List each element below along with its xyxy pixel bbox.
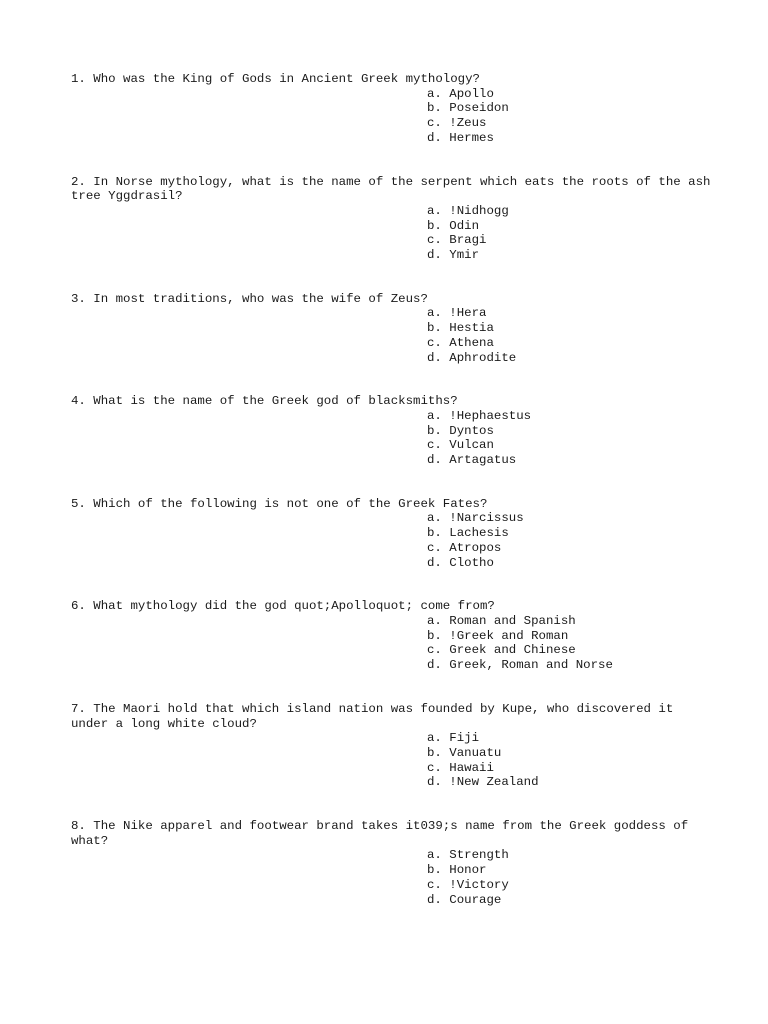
answer-option-a: a. !Hera	[427, 306, 487, 321]
answer-option-a: a. Apollo	[427, 86, 494, 101]
answer-option-d: d. Courage	[427, 892, 502, 907]
answer-options	[71, 731, 711, 790]
answer-option-a: a. Roman and Spanish	[427, 613, 576, 628]
answer-option-d: d. Ymir	[427, 248, 480, 263]
answer-option-b: b. Odin	[427, 218, 480, 233]
question-7	[71, 702, 711, 790]
answer-option-b: b. Honor	[427, 863, 487, 878]
answer-option-c: c. Bragi	[427, 233, 487, 248]
answer-options	[71, 409, 711, 468]
answer-option-a: a. Strength	[427, 848, 509, 863]
answer-option-b: b. !Greek and Roman	[427, 628, 569, 643]
answer-options	[71, 306, 711, 365]
answer-option-a: a. !Narcissus	[427, 511, 524, 526]
answer-option-d: d. Hermes	[427, 130, 494, 145]
question-text: 7. The Maori hold that which island nation was founded by Kupe, who discovered it under a long white cloud?	[71, 701, 681, 731]
answer-option-c: c. Vulcan	[427, 438, 494, 453]
question-8	[71, 819, 711, 907]
question-3	[71, 292, 711, 366]
answer-option-c: c. !Zeus	[427, 116, 487, 131]
question-5	[71, 497, 711, 571]
answer-option-b: b. Lachesis	[427, 526, 509, 541]
question-2	[71, 174, 718, 263]
answer-option-d: d. Artagatus	[427, 453, 517, 468]
answer-option-c: c. Hawaii	[427, 760, 494, 775]
answer-option-d: d. Clotho	[427, 555, 494, 570]
answer-option-c: c. !Victory	[427, 877, 509, 892]
question-text: 3. In most traditions, who was the wife of Zeus?	[71, 291, 428, 306]
quiz-document	[71, 72, 718, 936]
question-6	[71, 599, 711, 673]
question-text: 8. The Nike apparel and footwear brand takes it039;s name from the Greek goddess of what?	[71, 819, 696, 848]
question-1	[71, 72, 711, 146]
answer-options	[71, 614, 711, 673]
answer-option-c: c. Greek and Chinese	[427, 643, 576, 658]
question-text: 1. Who was the King of Gods in Ancient Greek mythology?	[71, 72, 480, 86]
answer-options	[71, 511, 711, 570]
answer-options	[71, 204, 711, 263]
answer-option-b: b. Vanuatu	[427, 745, 502, 760]
answer-option-b: b. Hestia	[427, 321, 494, 336]
answer-option-c: c. Atropos	[427, 540, 502, 555]
answer-option-a: a. !Nidhogg	[427, 203, 509, 218]
answer-option-d: d. Aphrodite	[427, 350, 517, 365]
answer-option-c: c. Athena	[427, 335, 494, 350]
question-text: 6. What mythology did the god quot;Apolloquot; come from?	[71, 599, 495, 614]
answer-option-d: d. !New Zealand	[427, 775, 539, 790]
answer-option-a: a. !Hephaestus	[427, 408, 532, 423]
question-text: 5. Which of the following is not one of the Greek Fates?	[71, 496, 488, 511]
answer-option-b: b. Poseidon	[427, 101, 509, 116]
answer-options	[71, 87, 711, 146]
answer-option-b: b. Dyntos	[427, 423, 494, 438]
question-text: 4. What is the name of the Greek god of blacksmiths?	[71, 394, 458, 409]
answer-option-a: a. Fiji	[427, 731, 480, 746]
answer-options	[71, 848, 711, 907]
question-4	[71, 394, 711, 468]
question-text: 2. In Norse mythology, what is the name of the serpent which eats the roots of the ash tree Yggdrasil?	[71, 174, 718, 204]
answer-option-d: d. Greek, Roman and Norse	[427, 658, 613, 673]
